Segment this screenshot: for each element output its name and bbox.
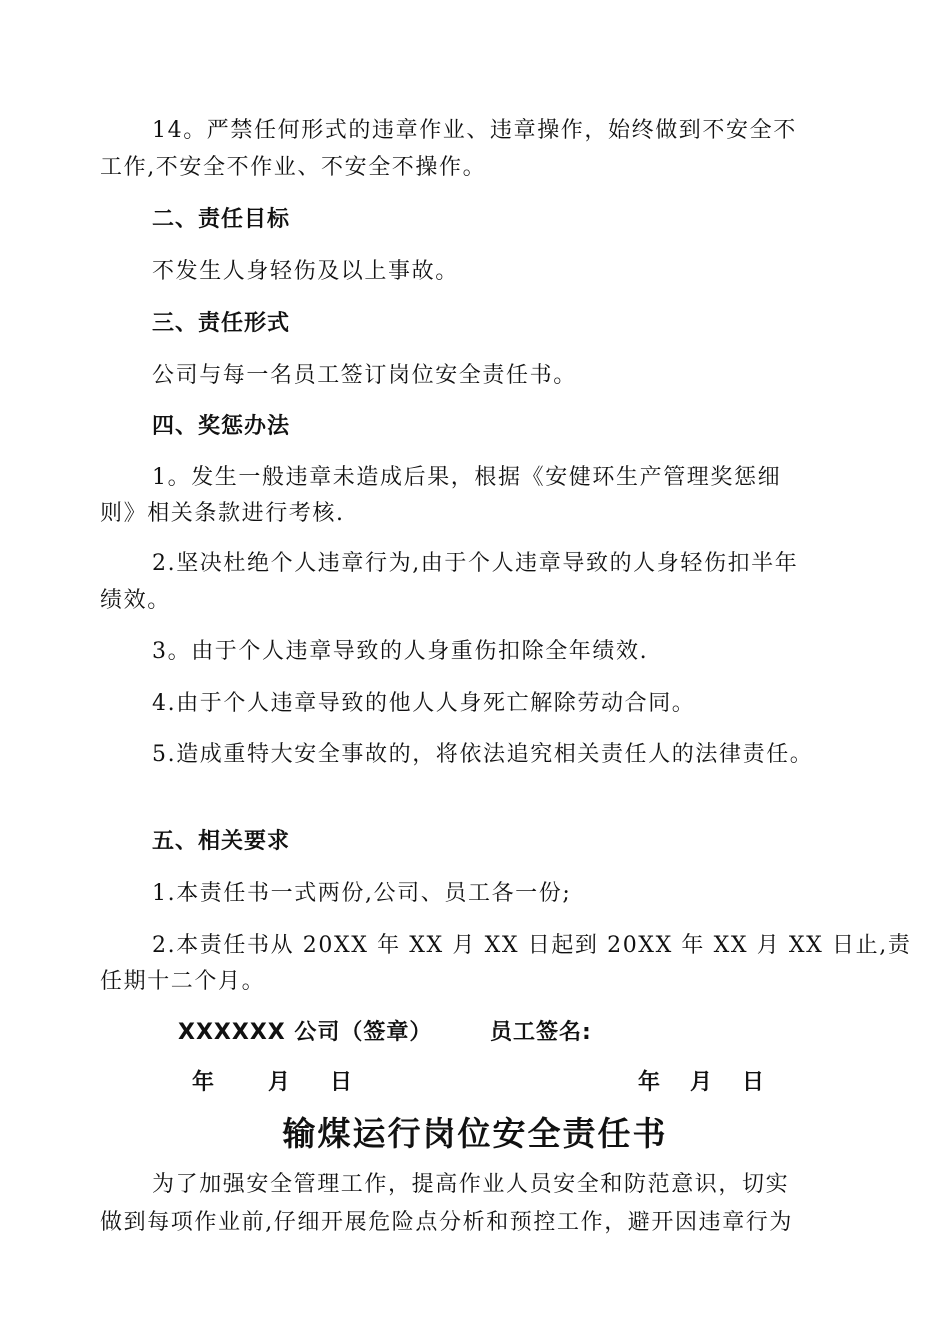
- requirement-2-line-2: 任期十二个月。: [100, 969, 266, 994]
- requirement-1: 1.本责任书一式两份,公司、员工各一份;: [152, 881, 572, 906]
- rule-2-line-2: 绩效。: [100, 588, 171, 613]
- left-date-year: 年: [192, 1070, 216, 1095]
- rule-3: 3。由于个人违章导致的人身重伤扣除全年绩效.: [152, 639, 649, 664]
- document-title: 输煤运行岗位安全责任书: [282, 1114, 668, 1153]
- clause-14-line-2: 工作,不安全不作业、不安全不操作。: [100, 155, 487, 180]
- company-seal-label: XXXXXX 公司（签章）: [178, 1020, 433, 1045]
- responsibility-form-text: 公司与每一名员工签订岗位安全责任书。: [152, 363, 577, 388]
- responsibility-goal-text: 不发生人身轻伤及以上事故。: [152, 259, 459, 284]
- employee-signature-label: 员工签名:: [490, 1020, 592, 1045]
- section-heading-requirements: 五、相关要求: [152, 829, 291, 854]
- section-heading-responsibility-form: 三、责任形式: [152, 311, 291, 336]
- rule-1-line-2: 则》相关条款进行考核.: [100, 501, 345, 526]
- right-date-day: 日: [742, 1070, 766, 1095]
- clause-14-line-1: 14。严禁任何形式的违章作业、违章操作，始终做到不安全不: [152, 118, 797, 143]
- section-heading-responsibility-goal: 二、责任目标: [152, 207, 291, 232]
- rule-2-line-1: 2.坚决杜绝个人违章行为,由于个人违章导致的人身轻伤扣半年: [152, 551, 799, 576]
- right-date-year: 年: [638, 1070, 662, 1095]
- left-date-day: 日: [330, 1070, 354, 1095]
- right-date-month: 月: [690, 1070, 714, 1095]
- rule-1-line-1: 1。发生一般违章未造成后果，根据《安健环生产管理奖惩细: [152, 465, 782, 490]
- left-date-month: 月: [268, 1070, 292, 1095]
- rule-5: 5.造成重特大安全事故的，将依法追究相关责任人的法律责任。: [152, 742, 814, 767]
- intro-line-1: 为了加强安全管理工作，提高作业人员安全和防范意识，切实: [152, 1172, 790, 1197]
- requirement-2-line-1: 2.本责任书从 20XX 年 XX 月 XX 日起到 20XX 年 XX 月 XX 日止,责: [152, 933, 912, 958]
- section-heading-rewards-penalties: 四、奖惩办法: [152, 414, 291, 439]
- intro-line-2: 做到每项作业前,仔细开展危险点分析和预控工作，避开因违章行为: [100, 1210, 793, 1235]
- rule-4: 4.由于个人违章导致的他人人身死亡解除劳动合同。: [152, 691, 696, 716]
